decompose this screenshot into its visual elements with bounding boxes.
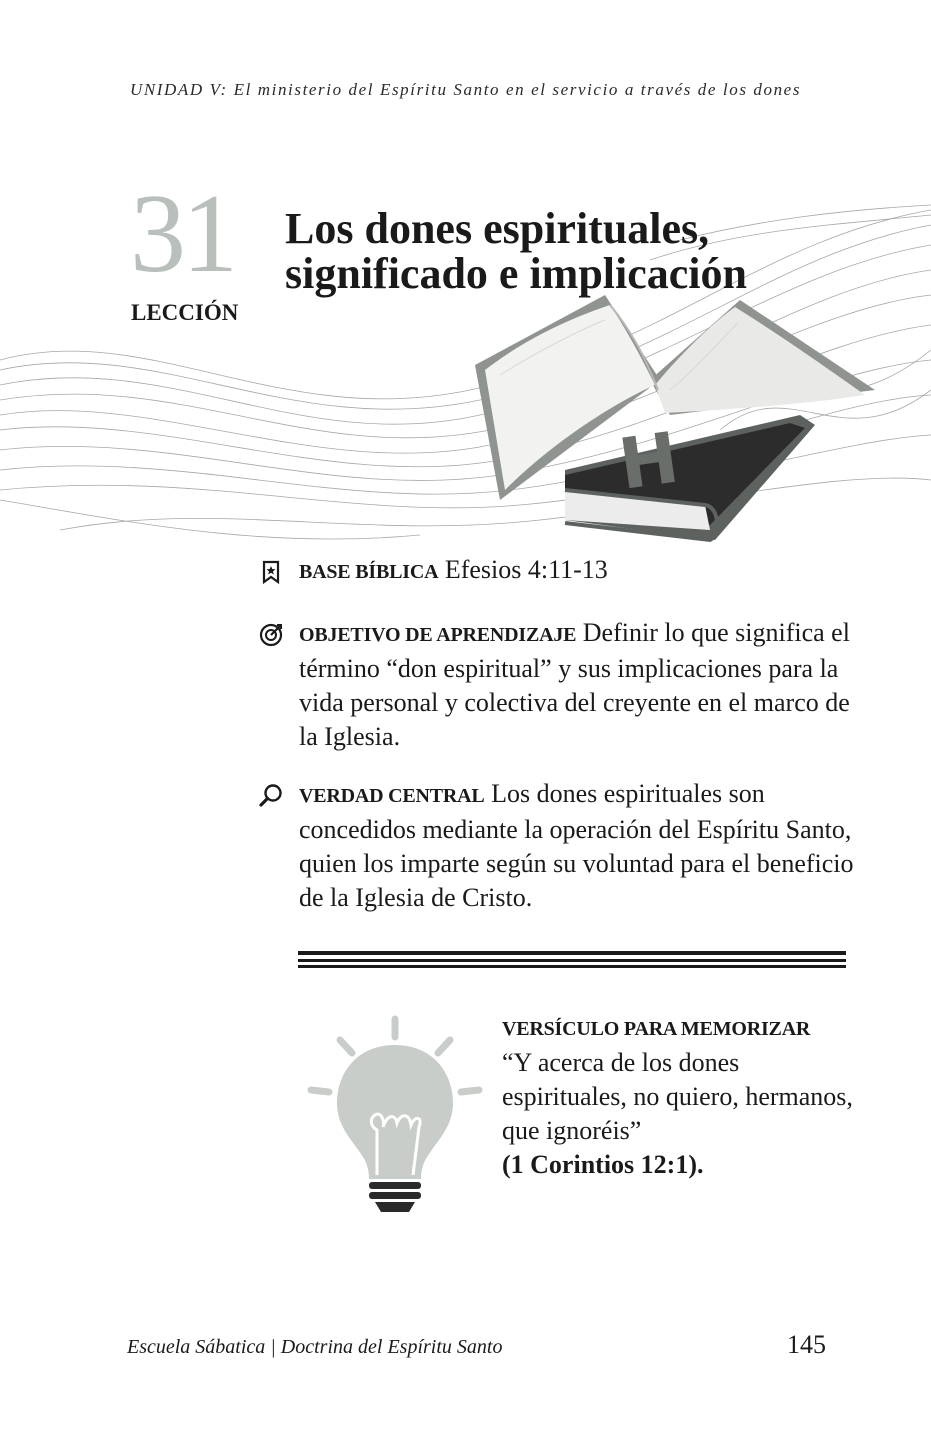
memory-verse-label: VERSÍCULO PARA MEMORIZAR	[502, 1018, 811, 1040]
divider-line-2	[298, 959, 846, 962]
objetivo-section	[258, 616, 858, 754]
magnifier-icon	[258, 783, 284, 809]
lesson-title	[285, 206, 747, 296]
objetivo-text: Definir lo que significa el término “don espiritual” y sus implicaciones para la vida personal y colectiva del creyente en el marco de la Iglesia.	[299, 618, 850, 751]
lesson-title-line-1: Los dones espirituales,	[285, 204, 710, 253]
target-icon	[258, 622, 284, 648]
divider-line-3	[298, 965, 846, 968]
lightbulb-icon	[305, 1015, 485, 1215]
base-biblica-label: BASE BÍBLICA	[299, 561, 439, 583]
lesson-number: 31	[130, 172, 234, 296]
base-biblica-section	[258, 553, 858, 589]
verdad-central-text: Los dones espirituales son concedidos mediante la operación del Espíritu Santo, quien los imparte según su voluntad para el beneficio de la Iglesia de Cristo.	[299, 779, 854, 912]
memory-verse-section	[502, 1012, 862, 1182]
divider-line-1	[298, 951, 846, 955]
memory-verse-reference: (1 Corintios 12:1).	[502, 1150, 704, 1179]
lesson-title-line-2: significado e implicación	[285, 249, 747, 298]
page-number: 145	[787, 1330, 826, 1359]
footer-book-title: Escuela Sábatica | Doctrina del Espíritu Santo	[127, 1336, 503, 1358]
base-biblica-reference: Efesios 4:11-13	[444, 555, 608, 584]
verdad-central-section	[258, 777, 858, 915]
lesson-label: LECCIÓN	[131, 300, 239, 325]
memory-verse-text: “Y acerca de los dones espirituales, no quiero, hermanos, que ignoréis”	[502, 1048, 853, 1145]
books-illustration	[470, 295, 880, 550]
verdad-central-label: VERDAD CENTRAL	[299, 785, 485, 807]
svg-text:H: H	[614, 416, 684, 506]
objetivo-label: OBJETIVO DE APRENDIZAJE	[299, 624, 577, 646]
bookmark-icon	[258, 559, 284, 585]
unit-header: UNIDAD V: El ministerio del Espíritu Santo en el servicio a través de los dones	[129, 80, 802, 99]
